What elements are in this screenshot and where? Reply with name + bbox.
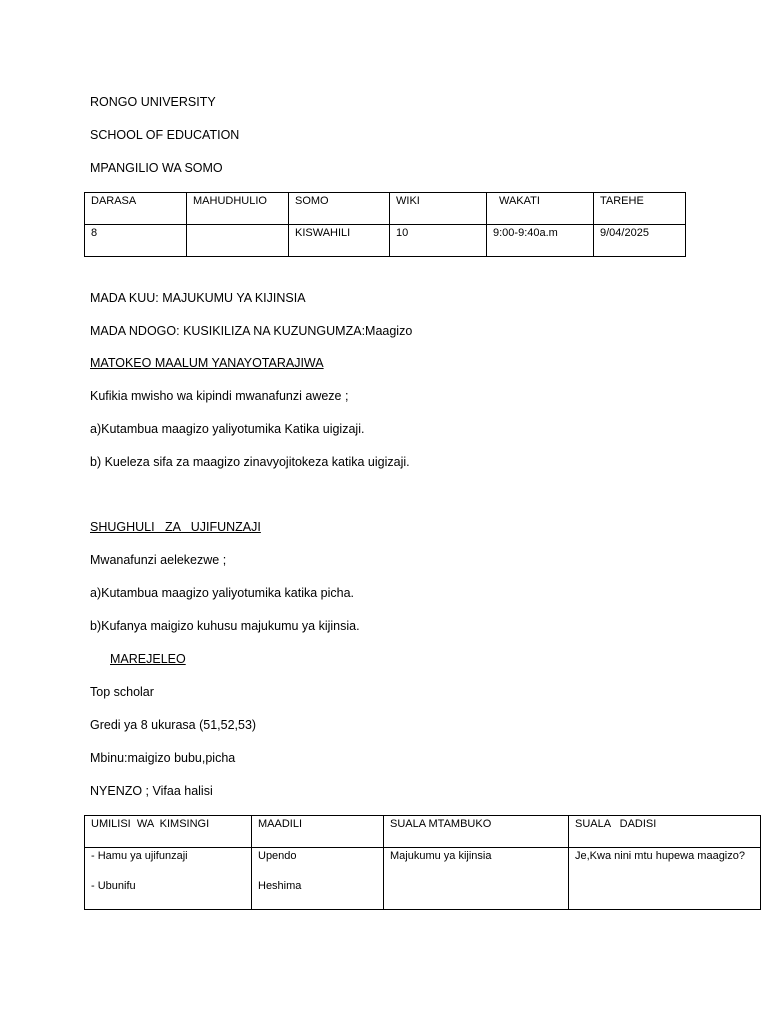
references-heading: MAREJELEO <box>110 652 186 666</box>
university-name: RONGO UNIVERSITY <box>90 95 216 109</box>
table-row <box>85 848 761 910</box>
sub-topic: MADA NDOGO: KUSIKILIZA NA KUZUNGUMZA:Maagizo <box>90 324 413 338</box>
outcomes-heading: MATOKEO MAALUM YANAYOTARAJIWA <box>90 356 324 370</box>
value-item: Heshima <box>258 880 302 892</box>
table-header-cell: WIKI <box>390 193 487 225</box>
competency-item: - Ubunifu <box>91 880 136 892</box>
table-cell <box>252 848 384 910</box>
table-header-cell: SOMO <box>289 193 390 225</box>
table-header-cell: MAADILI <box>252 816 384 848</box>
table-cell: Je,Kwa nini mtu hupewa maagizo? <box>569 848 761 910</box>
outcomes-intro: Kufikia mwisho wa kipindi mwanafunzi aweze ; <box>90 389 349 403</box>
activities-heading: SHUGHULI ZA UJIFUNZAJI <box>90 520 261 534</box>
activity-item: a)Kutambua maagizo yaliyotumika katika picha. <box>90 586 355 600</box>
competencies-table <box>84 815 761 910</box>
table-header-cell: SUALA MTAMBUKO <box>384 816 569 848</box>
table-cell: Majukumu ya kijinsia <box>384 848 569 910</box>
table-header-row <box>85 816 761 848</box>
outcome-item: a)Kutambua maagizo yaliyotumika Katika uigizaji. <box>90 422 365 436</box>
table-cell: 10 <box>390 225 487 257</box>
main-topic: MADA KUU: MAJUKUMU YA KIJINSIA <box>90 291 306 305</box>
reference-item: Top scholar <box>90 685 154 699</box>
school-name: SCHOOL OF EDUCATION <box>90 128 240 142</box>
table-header-row <box>85 193 686 225</box>
plan-title: MPANGILIO WA SOMO <box>90 161 223 175</box>
lesson-info-table <box>84 192 686 257</box>
activity-item: b)Kufanya maigizo kuhusu majukumu ya kijinsia. <box>90 619 360 633</box>
reference-item: NYENZO ; Vifaa halisi <box>90 784 213 798</box>
table-cell: 9/04/2025 <box>594 225 686 257</box>
competency-item: - Hamu ya ujifunzaji <box>91 850 188 862</box>
table-header-cell: SUALA DADISI <box>569 816 761 848</box>
reference-item: Gredi ya 8 ukurasa (51,52,53) <box>90 718 257 732</box>
reference-item: Mbinu:maigizo bubu,picha <box>90 751 236 765</box>
table-header-cell: MAHUDHULIO <box>187 193 289 225</box>
outcome-item: b) Kueleza sifa za maagizo zinavyojitokeza katika uigizaji. <box>90 455 410 469</box>
table-cell <box>85 848 252 910</box>
activities-intro: Mwanafunzi aelekezwe ; <box>90 553 227 567</box>
table-cell: 9:00-9:40a.m <box>487 225 594 257</box>
value-item: Upendo <box>258 850 297 862</box>
table-header-cell: WAKATI <box>487 193 594 225</box>
table-cell <box>187 225 289 257</box>
table-header-cell: UMILISI WA KIMSINGI <box>85 816 252 848</box>
table-cell: 8 <box>85 225 187 257</box>
table-header-cell: TAREHE <box>594 193 686 225</box>
table-row <box>85 225 686 257</box>
table-cell: KISWAHILI <box>289 225 390 257</box>
table-header-cell: DARASA <box>85 193 187 225</box>
